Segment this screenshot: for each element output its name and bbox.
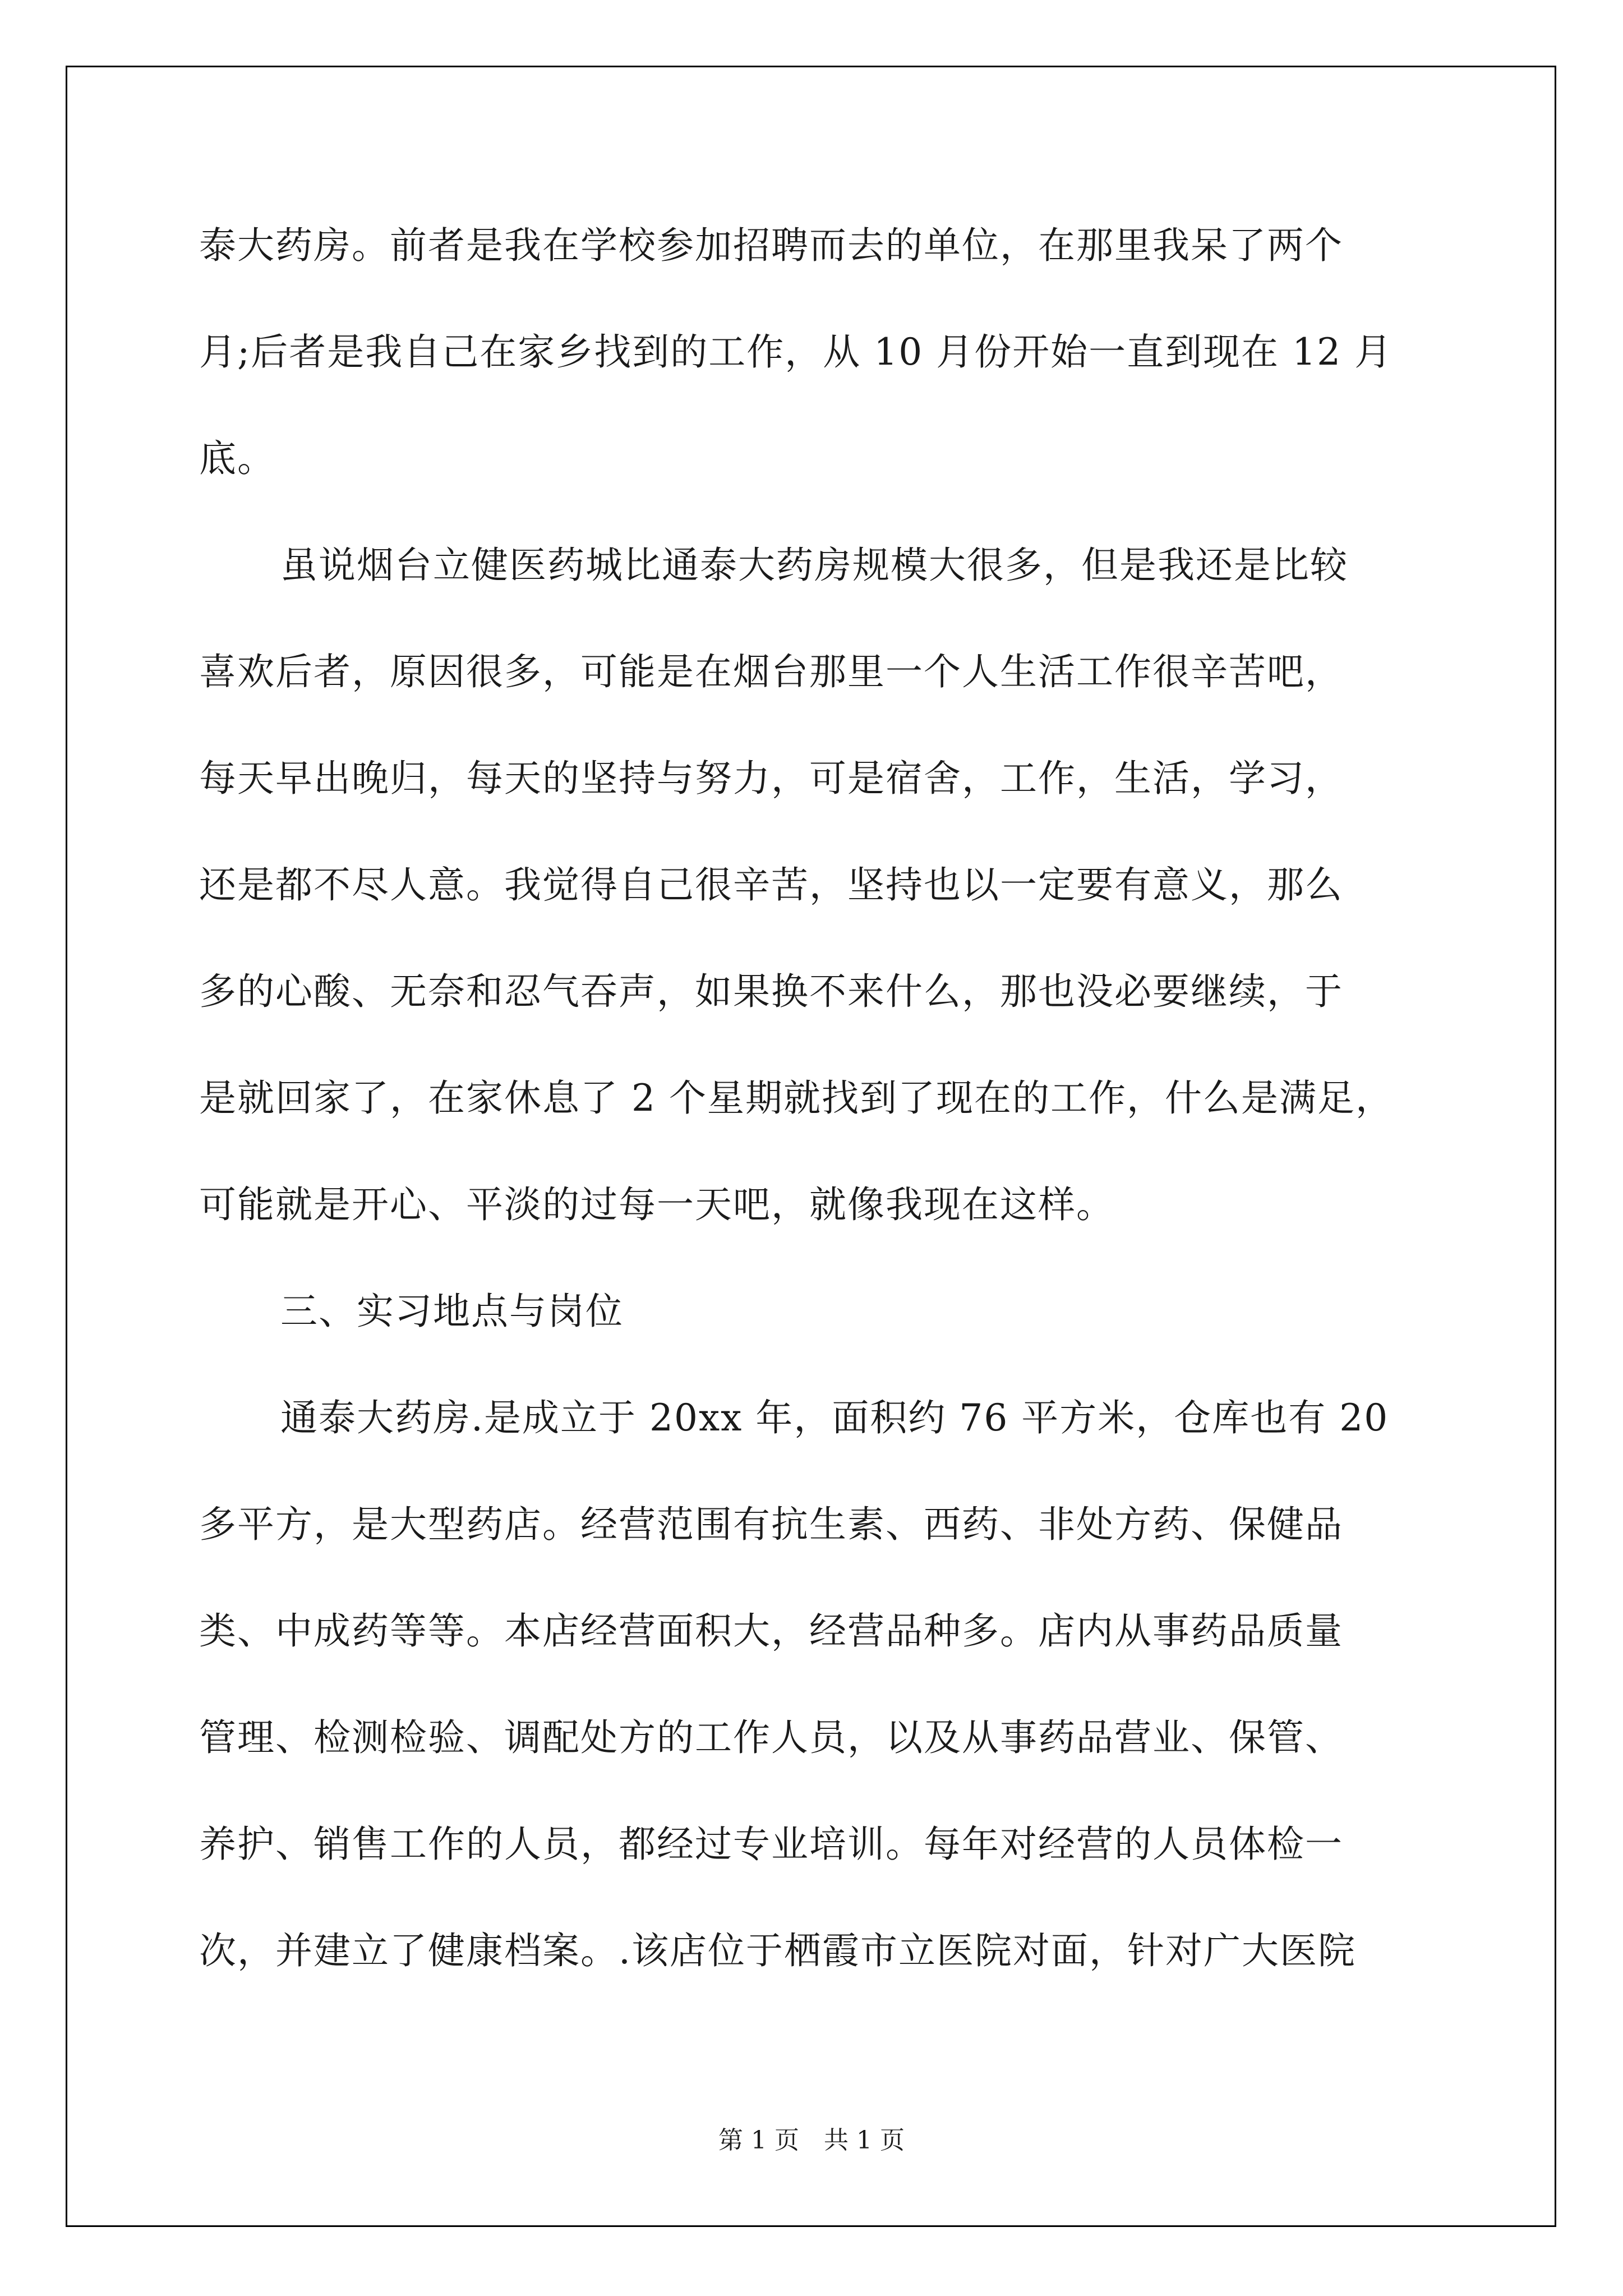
- text-line: 可能就是开心、平淡的过每一天吧，就像我现在这样。: [199, 1183, 1114, 1226]
- paragraph-start-line: 通泰大药房.是成立于 20xx 年，面积约 76 平方米，仓库也有 20: [280, 1396, 1389, 1439]
- text-line: 类、中成药等等。本店经营面积大，经营品种多。店内从事药品质量: [199, 1609, 1343, 1653]
- text-line: 管理、检测检验、调配处方的工作人员，以及从事药品营业、保管、: [199, 1716, 1343, 1759]
- section-heading: 三、实习地点与岗位: [280, 1290, 624, 1333]
- text-line: 多平方，是大型药店。经营范围有抗生素、西药、非处方药、保健品: [199, 1503, 1343, 1546]
- text-line: 底。: [199, 437, 275, 480]
- page-footer: 第 1 页 共 1 页: [718, 2126, 905, 2155]
- text-line: 多的心酸、无奈和忍气吞声，如果换不来什么，那也没必要继续，于: [199, 970, 1343, 1013]
- text-line: 月;后者是我自己在家乡找到的工作，从 10 月份开始一直到现在 12 月: [199, 330, 1393, 374]
- text-line: 喜欢后者，原因很多，可能是在烟台那里一个人生活工作很辛苦吧，: [199, 650, 1343, 693]
- text-line: 次，并建立了健康档案。.该店位于栖霞市立医院对面，针对广大医院: [199, 1929, 1356, 1972]
- text-line: 每天早出晚归，每天的坚持与努力，可是宿舍，工作，生活，学习，: [199, 757, 1343, 800]
- page-border: [66, 66, 1556, 2227]
- text-line: 泰大药房。前者是我在学校参加招聘而去的单位，在那里我呆了两个: [199, 224, 1343, 267]
- text-line: 还是都不尽人意。我觉得自己很辛苦，坚持也以一定要有意义，那么: [199, 863, 1343, 907]
- text-line: 是就回家了，在家休息了 2 个星期就找到了现在的工作，什么是满足，: [199, 1076, 1394, 1120]
- text-line: 养护、销售工作的人员，都经过专业培训。每年对经营的人员体检一: [199, 1823, 1343, 1866]
- paragraph-start-line: 虽说烟台立健医药城比通泰大药房规模大很多，但是我还是比较: [280, 544, 1348, 587]
